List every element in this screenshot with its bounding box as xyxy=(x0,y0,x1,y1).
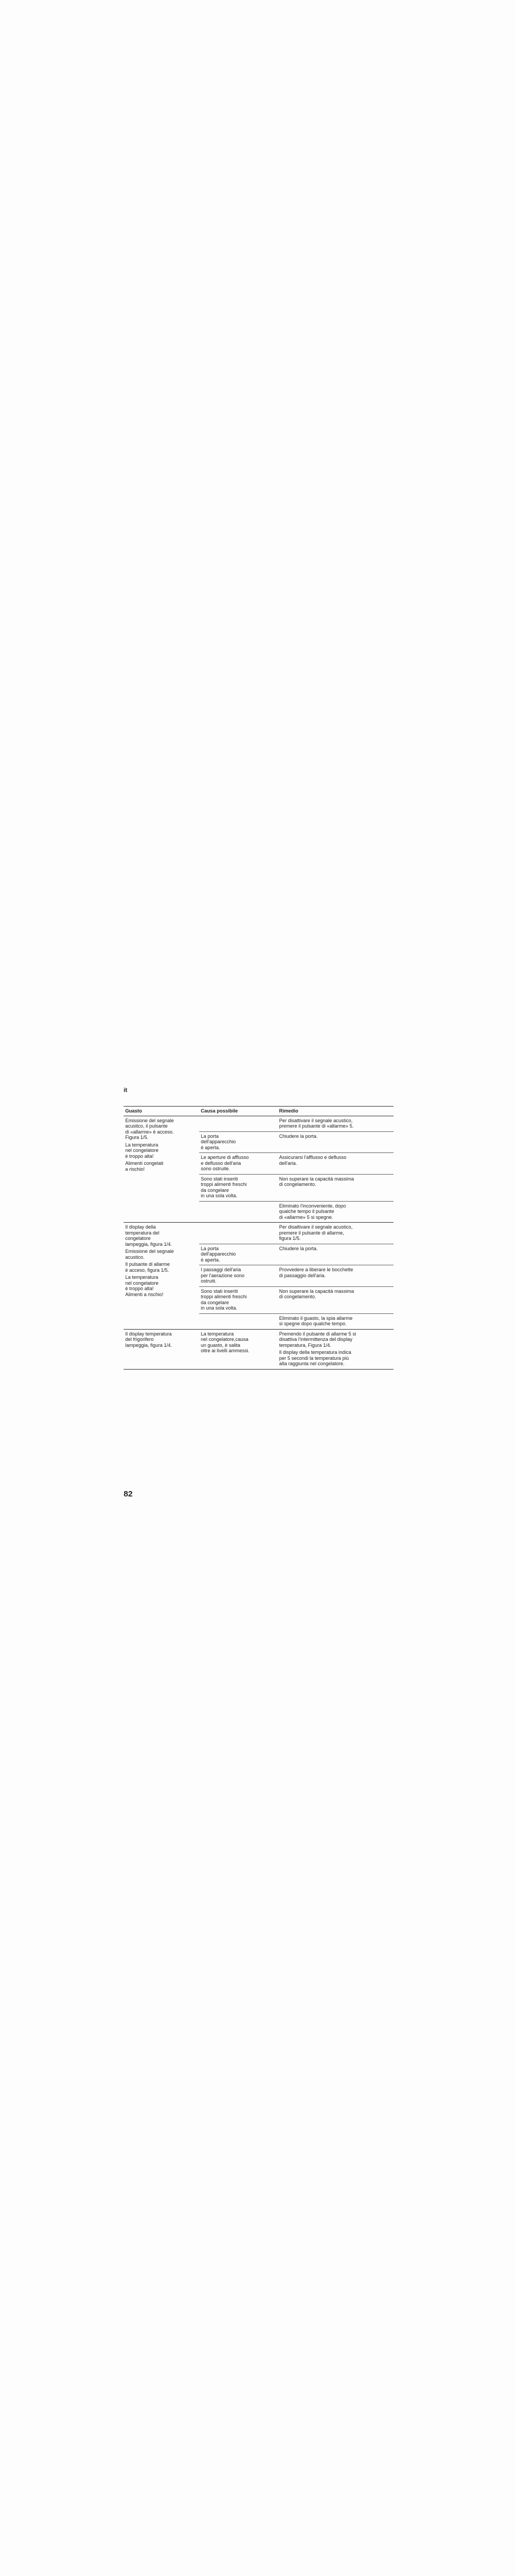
cause-cell xyxy=(199,1153,277,1175)
remedy-cell xyxy=(277,1313,394,1329)
cause-text: La porta dell'apparecchio è aperta. xyxy=(201,1245,236,1263)
cause-cell xyxy=(199,1131,277,1153)
table-row xyxy=(124,1329,394,1369)
header-remedy: Rimedio xyxy=(279,1108,299,1114)
remedy-cell xyxy=(277,1116,394,1131)
header-cause: Causa possibile xyxy=(201,1108,238,1114)
fault-cell xyxy=(124,1116,199,1223)
fault-group xyxy=(124,1223,394,1330)
remedy-text: Non superare la capacità massima di congelamento. xyxy=(279,1176,354,1187)
cause-cell xyxy=(199,1329,277,1369)
remedy-cell xyxy=(277,1244,394,1265)
cause-text: La temperatura nel congelatore,causa un guasto, è salita oltre ai livelli ammessi. xyxy=(201,1331,250,1353)
troubleshooting-table xyxy=(124,1106,394,1370)
remedy-cell xyxy=(277,1265,394,1287)
remedy-text: Il display della temperatura indica per 5 secondi la temperatura più alta raggiunta nel congelatore. xyxy=(279,1350,351,1366)
fault-text: La temperatura nel congelatore è troppo alta! Alimenti a rischio! xyxy=(125,1274,164,1297)
remedy-cell xyxy=(277,1329,394,1369)
table-header xyxy=(124,1107,394,1116)
remedy-cell xyxy=(277,1286,394,1313)
cause-text: La porta dell'apparecchio è aperta. xyxy=(201,1133,236,1150)
remedy-text: Eliminato l'inconveniente, dopo qualche tempo il pulsante di «allarme» 5 si spegne. xyxy=(279,1203,346,1220)
cause-cell xyxy=(199,1116,277,1131)
header-fault: Guasto xyxy=(125,1108,143,1114)
remedy-text: Assicurarsi l'afflusso e deflusso dell'aria. xyxy=(279,1155,347,1166)
fault-group xyxy=(124,1329,394,1369)
remedy-cell xyxy=(277,1201,394,1223)
cause-cell xyxy=(199,1244,277,1265)
remedy-text: Chiudere la porta. xyxy=(279,1245,318,1251)
cause-cell xyxy=(199,1265,277,1287)
remedy-cell xyxy=(277,1153,394,1175)
page-number: 82 xyxy=(124,1489,133,1499)
cause-text: Le aperture di afflusso e deflusso dell'aria sono ostruite. xyxy=(201,1155,249,1171)
remedy-text: Per disattivare il segnale acustico, premere il pulsante di «allarme» 5. xyxy=(279,1117,354,1129)
table-row xyxy=(124,1223,394,1244)
cause-cell xyxy=(199,1313,277,1329)
table-row xyxy=(124,1116,394,1131)
cause-cell xyxy=(199,1223,277,1244)
remedy-cell xyxy=(277,1223,394,1244)
fault-text: Il display della temperatura del congelatore lampeggia, figura 1/4. xyxy=(125,1224,172,1247)
fault-text: Emissione del segnale acustico. xyxy=(125,1249,174,1260)
remedy-text: Provvedere a liberare le bocchette di passaggio dell'aria. xyxy=(279,1267,354,1278)
cause-cell xyxy=(199,1201,277,1223)
cause-text: Sono stati inseriti troppi alimenti freschi da congelare in una sola volta. xyxy=(201,1288,247,1311)
fault-text: Il pulsante di allarme è acceso, figura 1/5. xyxy=(125,1262,170,1273)
remedy-cell xyxy=(277,1174,394,1201)
remedy-cell xyxy=(277,1131,394,1153)
troubleshooting-table-container xyxy=(124,1106,394,1370)
fault-text: Emissione del segnale acustico, il pulsante di «allarme» è acceso. Figura 1/5. xyxy=(125,1117,174,1140)
remedy-text: Premendo il pulsante di allarme 5 si disattiva l'intermittenza del display temperatura, Figura 1/4. xyxy=(279,1331,356,1348)
fault-cell xyxy=(124,1329,199,1369)
remedy-text: Chiudere la porta. xyxy=(279,1133,318,1139)
fault-group xyxy=(124,1116,394,1223)
remedy-text: Eliminato il guasto, la spia allarme si spegne dopo qualche tempo. xyxy=(279,1315,353,1326)
remedy-text: Non superare la capacità massima di congelamento. xyxy=(279,1288,354,1299)
fault-cell xyxy=(124,1223,199,1330)
table-header-row xyxy=(124,1107,394,1116)
cause-cell xyxy=(199,1286,277,1313)
remedy-text: Per disattivare il segnale acustico, premere il pulsante di allarme, figura 1/5. xyxy=(279,1224,353,1241)
cause-text: Sono stati inseriti troppi alimenti freschi da congelare in una sola volta. xyxy=(201,1176,247,1198)
language-tag: it xyxy=(124,1087,127,1094)
fault-text: Alimenti congelati a rischio! xyxy=(125,1161,164,1172)
fault-text: La temperatura nel congelatore è troppo alta! xyxy=(125,1142,159,1159)
fault-text: Il display temperatura del frigorifero lampeggia, figura 1/4. xyxy=(125,1331,172,1348)
cause-cell xyxy=(199,1174,277,1201)
cause-text: I passaggi dell'aria per l'aerazione sono ostruiti. xyxy=(201,1267,245,1284)
